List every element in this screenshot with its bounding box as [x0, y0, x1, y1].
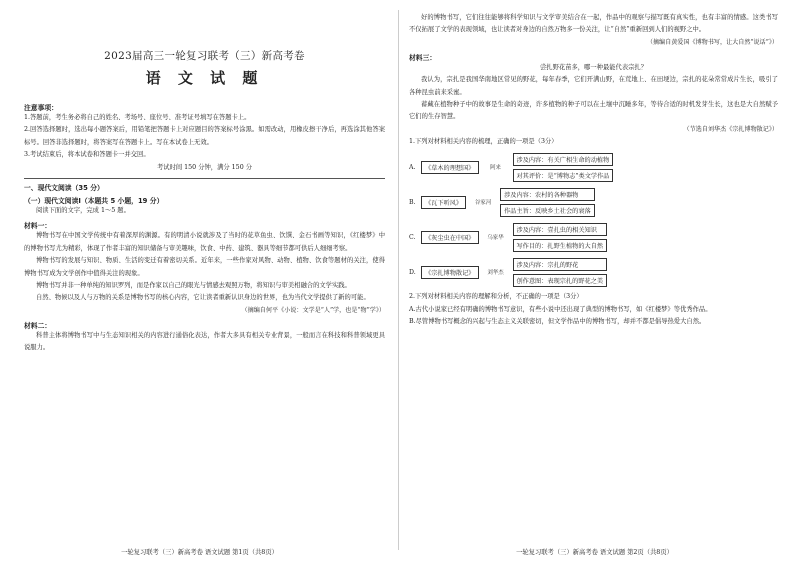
material-1-para: 博物书写在中国文学传统中有着深厚的渊源。有的明清小说就涉及了当时的花草鱼虫、饮馔、金石书画等知识，《红楼梦》中的博物书写尤为精彩，体现了作者丰富的知识储备与审美趣味，饮食、中药、建筑、器具等细节都可供后人细细考察。	[24, 232, 385, 252]
page-footer: 一轮复习联考（三）新高考卷 语文试题 第1页（共8页）	[121, 549, 278, 556]
continued-source: （摘编自黄爱国《博物书写，让大自然“说话”》）	[646, 38, 778, 46]
time-score: 考试时间 150 分钟，满分 150 分	[156, 163, 252, 171]
option-a[interactable]	[409, 151, 778, 183]
instruction: 阅读下面的文字，完成 1～5 题。	[36, 207, 130, 215]
relation-label: 刘华杰	[487, 270, 504, 277]
question-1-options	[409, 151, 778, 288]
material-2-text: 科普主体将博物书写中与生态知识相关的内容进行通俗化表达，作者大多具有相关专业背景，一般而言在科技和科普领域更具说服力。	[24, 331, 385, 352]
material-1-heading: 材料一：	[24, 222, 52, 231]
item-box: 创作意图：表现宗扎的野花之美	[513, 274, 608, 287]
page-footer: 一轮复习联考（三）新高考卷 语文试题 第2页（共8页）	[516, 549, 673, 556]
note-1: 1.答题前，考生务必将自己的姓名、考场号、座位号、准考证号填写在答题卡上。	[24, 114, 251, 121]
notes-heading: 注意事项：	[24, 104, 58, 112]
item-box: 对其评价：是“博物志”类文学作品	[513, 169, 614, 182]
material-1-para: 博物书写的发展与知识、物质、生活的变迁有着密切关系。近年来，一些作家对风物、动物、植物、饮食等题材的关注，使得博物书写成为文学创作中值得关注的现象。	[24, 257, 385, 277]
divider-rule	[24, 178, 385, 179]
item-box: 写作目的：扎野生植物的大自然	[513, 239, 608, 252]
option-letter: B.	[409, 198, 416, 206]
question-1: 1.下列对材料相关内容的梳理，正确的一项是（3分）	[409, 137, 558, 145]
book-title: 《宗扎博物散记》	[421, 266, 479, 279]
question-2-option-a[interactable]: A.古代小说家已经有明确的博物书写意识，有些小说中还出现了典型的博物书写，如《红楼梦》等优秀作品。	[409, 305, 712, 313]
option-d[interactable]	[409, 256, 778, 288]
question-2: 2.下列对材料相关内容的理解和分析，不正确的一项是（3分）	[409, 293, 583, 301]
page-two	[403, 0, 786, 562]
option-letter: C.	[409, 233, 416, 241]
material-2-heading: 材料二：	[24, 321, 52, 330]
material-1-source: （摘编自何平《小说：文学是“人”学，也是“物”学》）	[241, 306, 385, 314]
material-1-para: 自然、物候以及人与万物的关系是博物书写的核心内容，它让读者重新认识身边的世界，也为当代文学提供了新的可能。	[36, 294, 370, 302]
note-2: 2.回答选择题时，选出每小题答案后，用铅笔把答题卡上对应题目的答案标号涂黑。如需改动，用橡皮擦干净后，再选涂其他答案标号。回答非选择题时，将答案写在答题卡上。写在本试卷上无效。	[24, 126, 385, 146]
exam-title: 2023届高三一轮复习联考（三）新高考卷	[104, 50, 305, 62]
item-box: 涉及内容：宗扎的野花	[513, 258, 608, 271]
book-title: 《草木的理想国》	[421, 161, 479, 174]
material-3-para: 我认为，宗扎是我国华南地区常见的野花，每年春季，它们开满山野，在荒地上、在田埂边，宗扎的花朵常常成片生长，吸引了各种昆虫前来采蜜。	[409, 76, 778, 96]
relation-label: 谷家河	[475, 200, 492, 207]
exam-subject: 语 文 试 题	[145, 69, 264, 87]
note-3: 3.考试结束后，将本试卷和答题卡一并交回。	[24, 151, 150, 159]
question-2-option-b[interactable]: B.尽管博物书写概念的兴起与生态主义关联密切，但文学作品中的博物书写，却并不都是倡导热爱大自然。	[409, 318, 706, 326]
material-3-heading: 材料三：	[409, 53, 437, 62]
continued-text: 好的博物书写，它们往往能够将科学知识与文学审美结合在一起，作品中的观察与描写既有真实性，也有丰富的情感。这类书写不仅拓展了文学的表现领域，也让读者对身边的自然万物多一份关注，让“自然”重新回到人们的视野之中。	[409, 14, 778, 34]
relation-label: 阿来	[490, 165, 501, 172]
material-1-para: 博物书写并非一种单纯的知识罗列，而是作家以自己的眼光与情感去观照万物，将知识与审美相融合的文学实践。	[36, 282, 351, 290]
page-divider	[398, 10, 399, 550]
option-b[interactable]	[409, 186, 778, 218]
material-3-para: 蓄藏在植物种子中的故事是生命的奇迹，许多植物的种子可以在土壤中沉睡多年，等待合适的时机发芽生长，这也是大自然赋予它们的生存智慧。	[409, 101, 778, 121]
relation-label: 乌家华	[487, 235, 504, 242]
page-one	[8, 0, 391, 562]
option-letter: D.	[409, 268, 416, 276]
option-c[interactable]	[409, 221, 778, 253]
item-box: 作品主旨：反映乡土社会的衰落	[500, 204, 595, 217]
option-letter: A.	[409, 163, 416, 171]
book-title: 《瓦下听风》	[421, 196, 466, 209]
section-heading: 一、现代文阅读（35 分）	[24, 184, 104, 193]
item-box: 涉及内容：农村的各种器物	[500, 188, 595, 201]
subsection-heading: （一）现代文阅读Ⅰ（本题共 5 小题，19 分）	[24, 197, 164, 206]
material-3-source: （节选自刘华杰《宗扎博物散记》）	[683, 125, 778, 133]
item-box: 涉及内容：壹扎虫的相关知识	[513, 223, 608, 236]
material-3-title: 尝扎野花苗多，哪一种最能代表宗扎？	[539, 63, 648, 71]
item-box: 涉及内容：有关广相生命的动植物	[513, 153, 614, 166]
book-title: 《灰尘虫在中国》	[421, 231, 479, 244]
